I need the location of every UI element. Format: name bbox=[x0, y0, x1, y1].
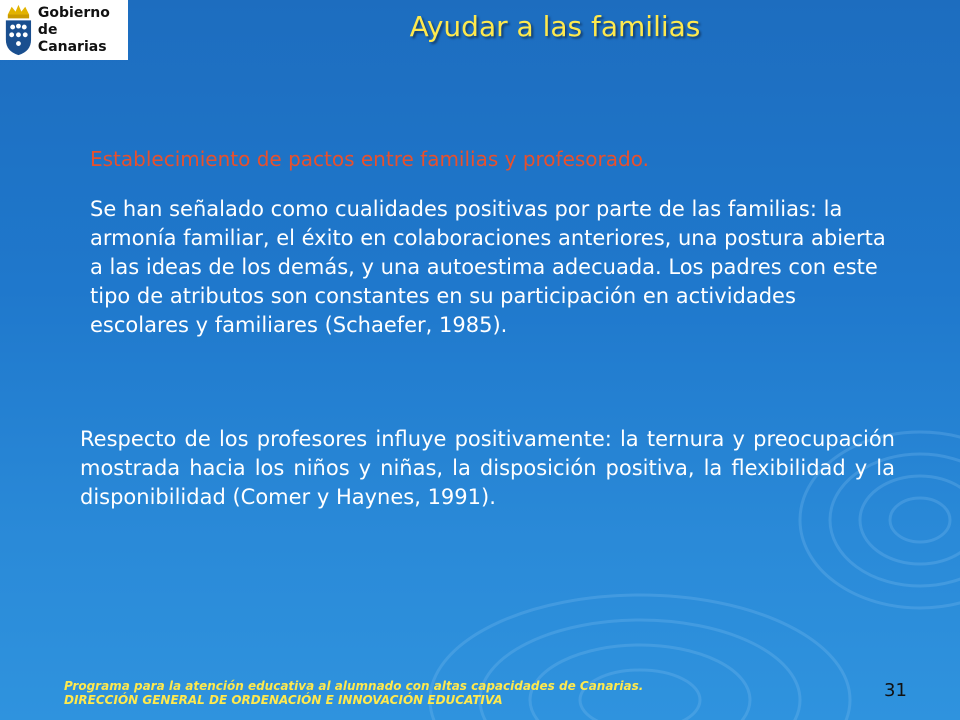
footer-program-line: Programa para la atención educativa al alumnado con altas capacidades de Canarias. bbox=[64, 679, 644, 693]
coat-of-arms-icon bbox=[2, 2, 35, 58]
page-number: 31 bbox=[884, 680, 907, 701]
paragraph-families: Se han señalado como cualidades positivas por parte de las familias: la armonía familiar, el éxito en colaboraciones anteriores, una postura abierta a las ideas de los demás, y una autoestima adecuada. Los padres con este tipo de atributos son constantes en su participación en actividades escolares y familiares (Schaefer, 1985). bbox=[90, 197, 886, 337]
logo-line-2: de Canarias bbox=[37, 21, 107, 55]
footer-direction-line: DIRECCIÓN GENERAL DE ORDENACIÓN E INNOVACIÓN EDUCATIVA bbox=[64, 693, 503, 707]
subheading: Establecimiento de pactos entre familias y profesorado. bbox=[90, 147, 649, 171]
slide-title: Ayudar a las familias bbox=[409, 10, 701, 43]
paragraph-teachers: Respecto de los profesores influye positivamente: la ternura y preocupación mostrada hacia los niños y niñas, la disposición positiva, la flexibilidad y la disponibilidad (Comer y Haynes, 1991). bbox=[80, 427, 895, 509]
gobierno-canarias-logo bbox=[0, 0, 128, 60]
footer bbox=[64, 679, 643, 707]
logo-text bbox=[38, 5, 128, 56]
logo-line-1: Gobierno bbox=[37, 4, 110, 21]
